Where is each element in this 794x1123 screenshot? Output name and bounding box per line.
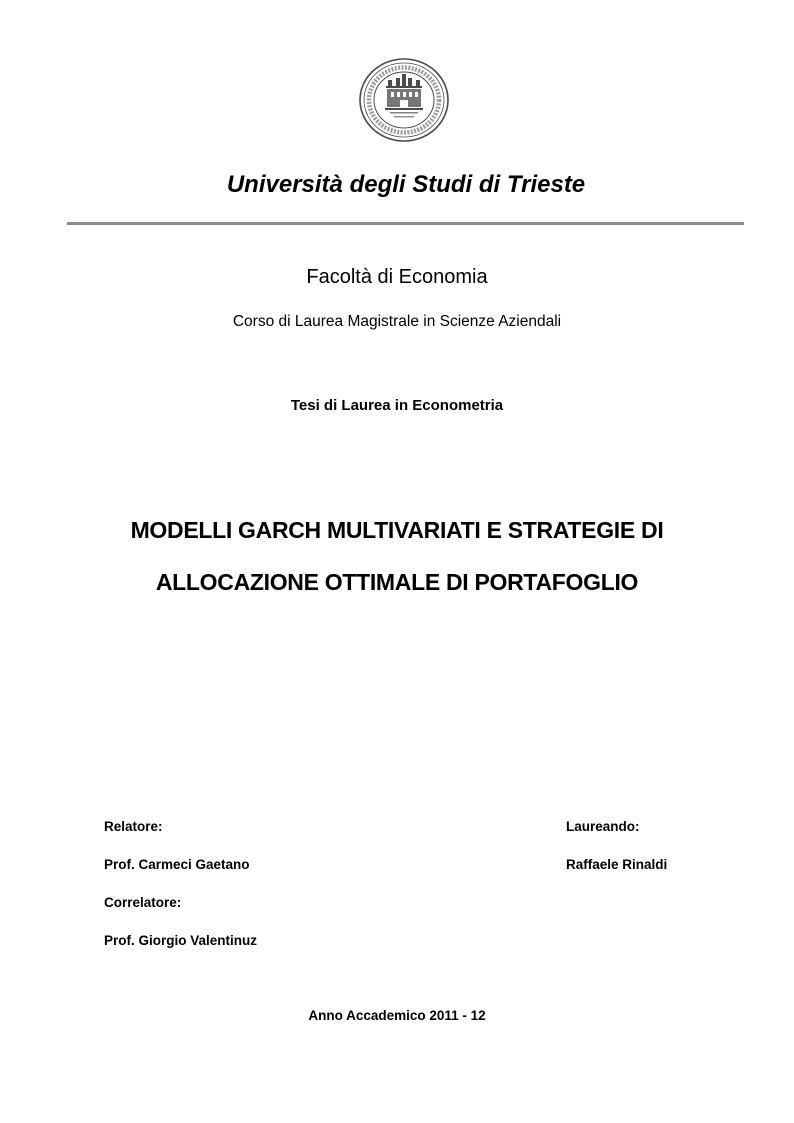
- course-name: Corso di Laurea Magistrale in Scienze Aziendali: [232, 313, 562, 330]
- faculty-name: Facoltà di Economia: [306, 266, 488, 288]
- correlatore-name: Prof. Giorgio Valentinuz: [104, 933, 258, 948]
- university-seal-icon: [356, 56, 452, 144]
- academic-year: Anno Accademico 2011 - 12: [308, 1008, 486, 1023]
- relatore-label: Relatore:: [104, 819, 163, 834]
- thesis-title-line-1: MODELLI GARCH MULTIVARIATI E STRATEGIE DI: [130, 517, 664, 543]
- thesis-title-line-2: ALLOCAZIONE OTTIMALE DI PORTAFOGLIO: [155, 569, 639, 595]
- divider: [67, 222, 744, 225]
- correlatore-label: Correlatore:: [104, 895, 182, 910]
- university-name: Università degli Studi di Trieste: [226, 171, 586, 198]
- laureando-name: Raffaele Rinaldi: [566, 857, 668, 872]
- thesis-type: Tesi di Laurea in Econometria: [290, 397, 504, 414]
- laureando-label: Laureando:: [566, 819, 640, 834]
- relatore-name: Prof. Carmeci Gaetano: [104, 857, 250, 872]
